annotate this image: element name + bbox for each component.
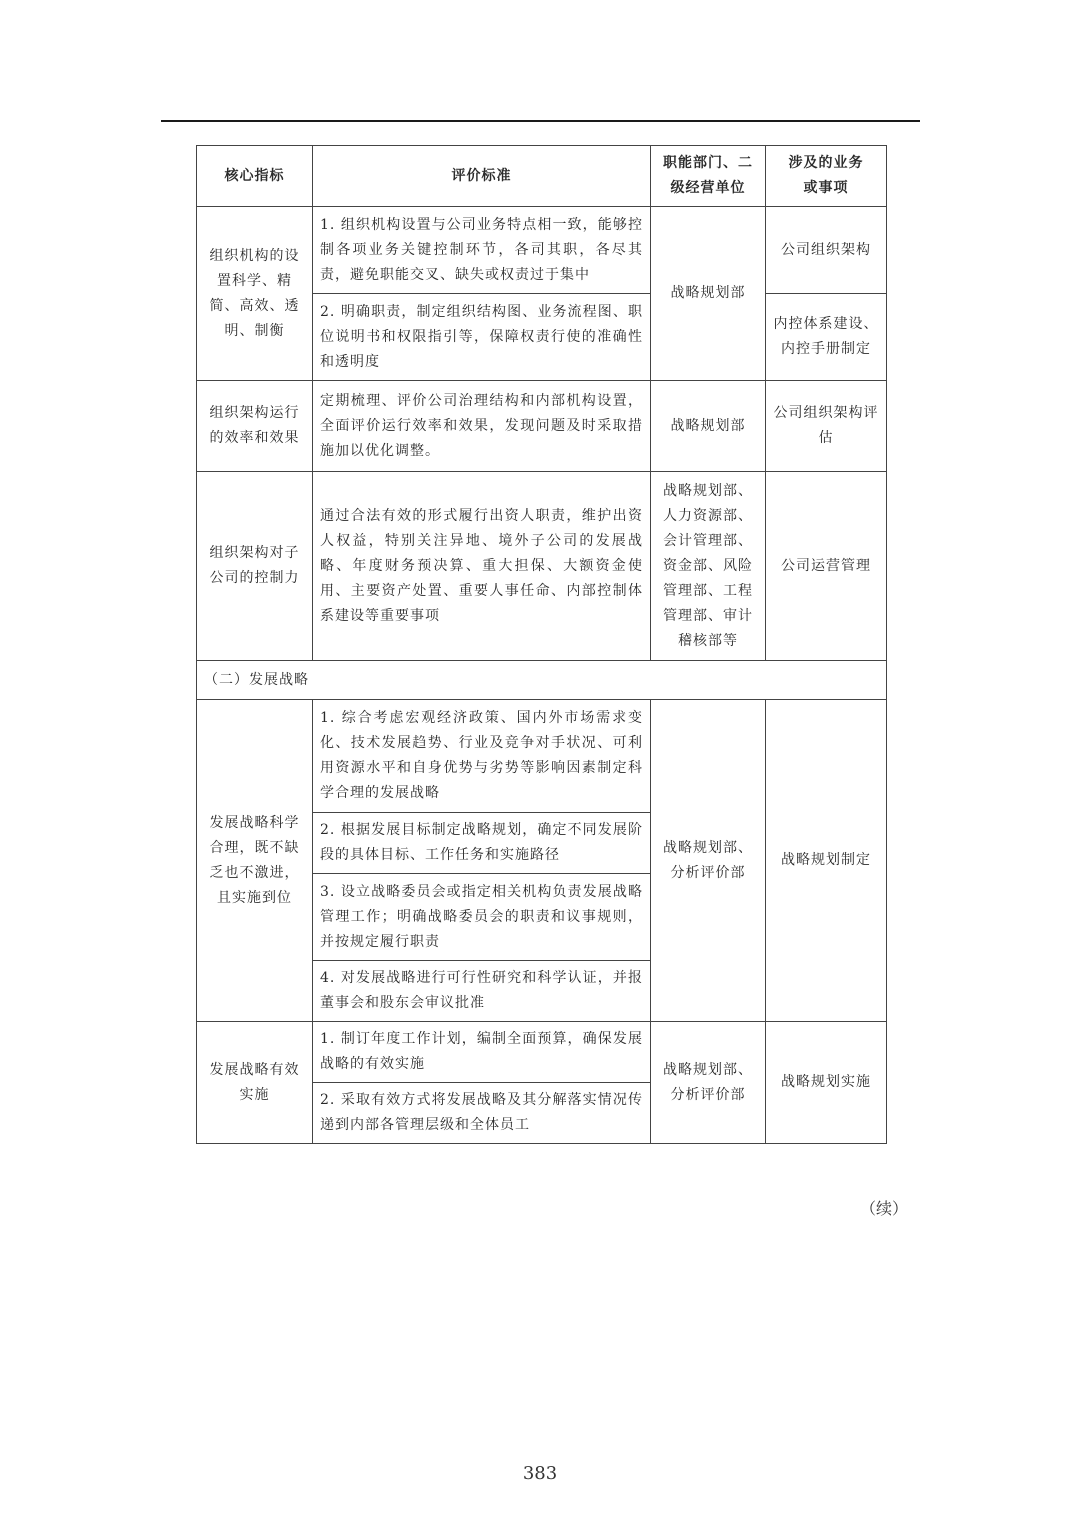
header-core-indicator: 核心指标 <box>197 146 313 207</box>
top-rule <box>161 120 920 122</box>
criteria-cell: 2. 明确职责，制定组织结构图、业务流程图、职位说明书和权限指引等，保障权责行使的准确性和透明度 <box>313 294 651 381</box>
criteria-cell: 3. 设立战略委员会或指定相关机构负责发展战略管理工作；明确战略委员会的职责和议事规则，并按规定履行职责 <box>313 874 651 961</box>
section-title: （二）发展战略 <box>197 661 887 700</box>
business-cell: 公司组织架构 <box>766 207 887 294</box>
business-cell: 战略规划实施 <box>766 1022 887 1144</box>
department-cell: 战略规划部、分析评价部 <box>651 1022 766 1144</box>
header-department: 职能部门、二 级经营单位 <box>651 146 766 207</box>
business-cell: 战略规划制定 <box>766 700 887 1022</box>
section-row <box>197 661 887 700</box>
core-indicator-cell: 组织机构的设置科学、精简、高效、透明、制衡 <box>197 207 313 381</box>
table-row <box>197 472 887 661</box>
header-business: 涉及的业务 或事项 <box>766 146 887 207</box>
department-cell: 战略规划部 <box>651 381 766 472</box>
core-indicator-cell: 发展战略有效实施 <box>197 1022 313 1144</box>
criteria-cell: 通过合法有效的形式履行出资人职责，维护出资人权益，特别关注异地、境外子公司的发展战略、年度财务预决算、重大担保、大额资金使用、主要资产处置、重要人事任命、内部控制体系建设等重要事项 <box>313 472 651 661</box>
criteria-cell: 定期梳理、评价公司治理结构和内部机构设置，全面评价运行效率和效果，发现问题及时采取措施加以优化调整。 <box>313 381 651 472</box>
criteria-cell: 2. 采取有效方式将发展战略及其分解落实情况传递到内部各管理层级和全体员工 <box>313 1083 651 1144</box>
core-indicator-cell: 组织架构对子公司的控制力 <box>197 472 313 661</box>
core-indicator-cell: 组织架构运行的效率和效果 <box>197 381 313 472</box>
business-cell: 公司组织架构评估 <box>766 381 887 472</box>
table-row <box>197 700 887 813</box>
table-row <box>197 207 887 294</box>
table-row <box>197 381 887 472</box>
criteria-cell: 1. 组织机构设置与公司业务特点相一致，能够控制各项业务关键控制环节，各司其职，各尽其责，避免职能交叉、缺失或权责过于集中 <box>313 207 651 294</box>
business-cell: 公司运营管理 <box>766 472 887 661</box>
evaluation-table <box>196 145 887 1144</box>
department-cell: 战略规划部、分析评价部 <box>651 700 766 1022</box>
page-number: 383 <box>522 1463 558 1484</box>
table-header-row <box>197 146 887 207</box>
continued-label: （续） <box>859 1199 908 1218</box>
criteria-cell: 1. 制订年度工作计划，编制全面预算，确保发展战略的有效实施 <box>313 1022 651 1083</box>
department-cell: 战略规划部、人力资源部、会计管理部、资金部、风险管理部、工程管理部、审计稽核部等 <box>651 472 766 661</box>
criteria-cell: 4. 对发展战略进行可行性研究和科学认证，并报董事会和股东会审议批准 <box>313 961 651 1022</box>
table-row <box>197 1022 887 1083</box>
criteria-cell: 2. 根据发展目标制定战略规划，确定不同发展阶段的具体目标、工作任务和实施路径 <box>313 813 651 874</box>
criteria-cell: 1. 综合考虑宏观经济政策、国内外市场需求变化、技术发展趋势、行业及竞争对手状况、可利用资源水平和自身优势与劣势等影响因素制定科学合理的发展战略 <box>313 700 651 813</box>
department-cell: 战略规划部 <box>651 207 766 381</box>
header-criteria: 评价标准 <box>313 146 651 207</box>
core-indicator-cell: 发展战略科学合理，既不缺乏也不激进，且实施到位 <box>197 700 313 1022</box>
business-cell: 内控体系建设、内控手册制定 <box>766 294 887 381</box>
